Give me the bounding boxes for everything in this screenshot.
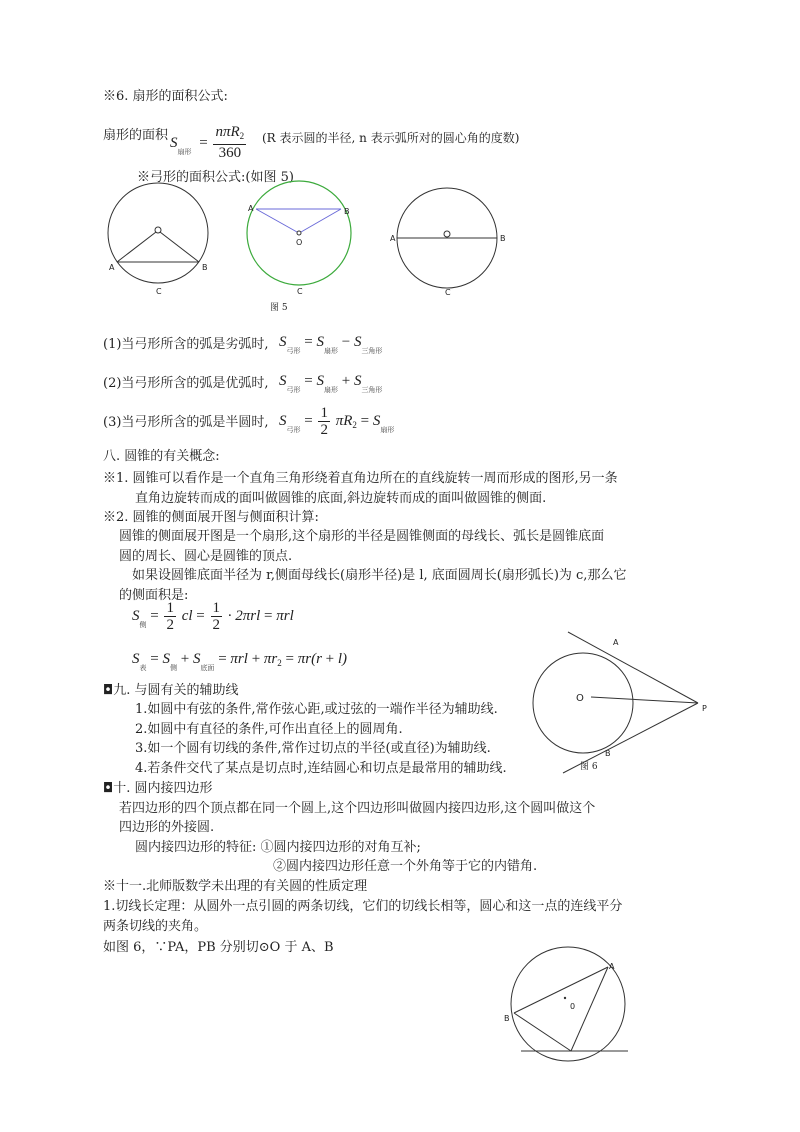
fig5-label-c2: C xyxy=(297,287,303,296)
bottom-label-b: B xyxy=(504,1014,510,1023)
sec8-title: 八. 圆锥的有关概念: xyxy=(103,449,220,464)
sec6-title: ※6. 扇形的面积公式: xyxy=(103,89,228,104)
fig6-label-a: A xyxy=(613,638,619,647)
fig6-caption: 图 6 xyxy=(580,762,598,772)
sec8-p2-line1: 圆锥的侧面展开图是一个扇形,这个扇形的半径是圆锥侧面的母线长、弧长是圆锥底面 xyxy=(119,529,605,544)
fig5-label-o2: O xyxy=(296,238,303,247)
segment-case-1: (1)当弓形所含的弧是劣弧时, xyxy=(103,337,269,352)
sec10-line2: 四边形的外接圆. xyxy=(119,820,215,835)
fraction-numerator: nπR xyxy=(215,124,240,140)
sec10-feature2: ②圆内接四边形任意一个外角等于它的内错角. xyxy=(273,859,538,874)
numerator-exponent: 2 xyxy=(239,131,245,141)
sec8-p1-line2: 直角边旋转而成的面叫做圆锥的底面,斜边旋转而成的面叫做圆锥的侧面. xyxy=(135,491,547,506)
cone-total-area-formula: $S_表 = S_侧 + S_{底面} = \pi rl + \pi r_2 = \pi r(r + l)$ xyxy=(132,651,348,672)
sec10-title: ◘十. 圆内接四边形 xyxy=(103,781,213,796)
segment-formula-3: $S_{弓形}$ = $\frac{1}{2}$ $\pi R_2 = S_{扇形}$ xyxy=(279,405,395,438)
bottom-circle xyxy=(511,947,625,1061)
fig5-label-c3: C xyxy=(445,288,451,297)
formula-subscript: 扇形 xyxy=(177,148,192,156)
sec9-item-4: 4.若条件交代了某点是切点时,连结圆心和切点是最常用的辅助线. xyxy=(135,761,507,776)
sec11-title: ※十一.北师版数学未出理的有关圆的性质定理 xyxy=(103,879,368,894)
bottom-chord-bc xyxy=(514,1013,571,1051)
sec11-line2: 两条切线的夹角。 xyxy=(103,919,208,934)
fig5-label-b2: B xyxy=(344,207,350,216)
fig5-caption: 图 5 xyxy=(270,303,288,313)
sec9-item-2: 2.如圆中有直径的条件,可作出直径上的圆周角. xyxy=(135,722,403,737)
sec9-item-1: 1.如圆中有弦的条件,常作弦心距,或过弦的一端作半径为辅助线. xyxy=(135,702,498,717)
bottom-center xyxy=(564,997,566,999)
sec11-line1: 1.切线长定理：从圆外一点引圆的两条切线，它们的切线长相等，圆心和这一点的连线平分 xyxy=(103,899,623,914)
bottom-label-a: A xyxy=(609,962,615,971)
fig5-label-b1: B xyxy=(202,263,208,272)
sec10-feature1: 圆内接四边形的特征: ①圆内接四边形的对角互补; xyxy=(135,840,421,855)
sector-area-note: (R 表示圆的半径, n 表示弧所对的圆心角的度数) xyxy=(262,131,520,145)
formula-symbol-s: S xyxy=(170,135,178,151)
bottom-label-o: 0 xyxy=(570,1002,576,1011)
segment-title: ※弓形的面积公式:(如图 5) xyxy=(137,170,294,185)
sector-area-formula: $S_{扇形}$ = $\frac{n\pi R_2}{360}$ xyxy=(170,124,245,161)
sec8-p2-line3: 如果设圆锥底面半径为 r,侧面母线长(扇形半径)是 l, 底面圆周长(扇形弧长)为 c,那么它 xyxy=(132,568,627,583)
bottom-chord-ac xyxy=(571,967,608,1051)
sec9-item-3: 3.如一个圆有切线的条件,常作过切点的半径(或直径)为辅助线. xyxy=(135,741,491,756)
cone-lateral-area-formula: $S_侧$ = $\frac{1}{2}$ cl = $\frac{1}{2}$ · 2πrl = πrl xyxy=(132,600,294,633)
fig5-label-a2: A xyxy=(248,204,254,213)
sec8-p2-title: ※2. 圆锥的侧面展开图与侧面积计算: xyxy=(103,510,319,525)
sec11-line3: 如图 6，∵PA，PB 分别切⊙O 于 A、B xyxy=(103,940,334,955)
fig5-label-c1: C xyxy=(156,287,162,296)
sec9-title: ◘九. 与圆有关的辅助线 xyxy=(103,683,239,698)
fig5-label-b3: B xyxy=(500,234,506,243)
fraction-denominator: 360 xyxy=(218,145,242,161)
segment-formula-2: $S_{弓形} = S_{扇形} + S_{三角形}$ xyxy=(279,373,383,394)
sec10-line1: 若四边形的四个顶点都在同一个圆上,这个四边形叫做圆内接四边形,这个圆叫做这个 xyxy=(119,801,596,816)
sec8-p1-line1: ※1. 圆锥可以看作是一个直角三角形绕着直角边所在的直线旋转一周而形成的图形,另一条 xyxy=(103,471,618,486)
sec8-p2-line2: 圆的周长、圆心是圆锥的顶点. xyxy=(119,549,293,564)
fig5-label-a1: A xyxy=(109,263,115,272)
fig6-label-b: B xyxy=(605,749,611,758)
fig6-label-o: O xyxy=(576,693,584,704)
segment-formula-1: $S_{弓形} = S_{扇形} - S_{三角形}$ xyxy=(279,334,383,355)
sector-area-label: 扇形的面积 xyxy=(103,128,169,143)
bottom-chord-ba xyxy=(514,967,608,1013)
fig5-label-a3: A xyxy=(390,234,396,243)
fig6-label-p: P xyxy=(702,704,707,713)
segment-case-2: (2)当弓形所含的弧是优弧时, xyxy=(103,376,269,391)
sec8-p2-line4: 的侧面积是: xyxy=(119,588,189,603)
segment-case-3: (3)当弓形所含的弧是半圆时, xyxy=(103,415,269,430)
